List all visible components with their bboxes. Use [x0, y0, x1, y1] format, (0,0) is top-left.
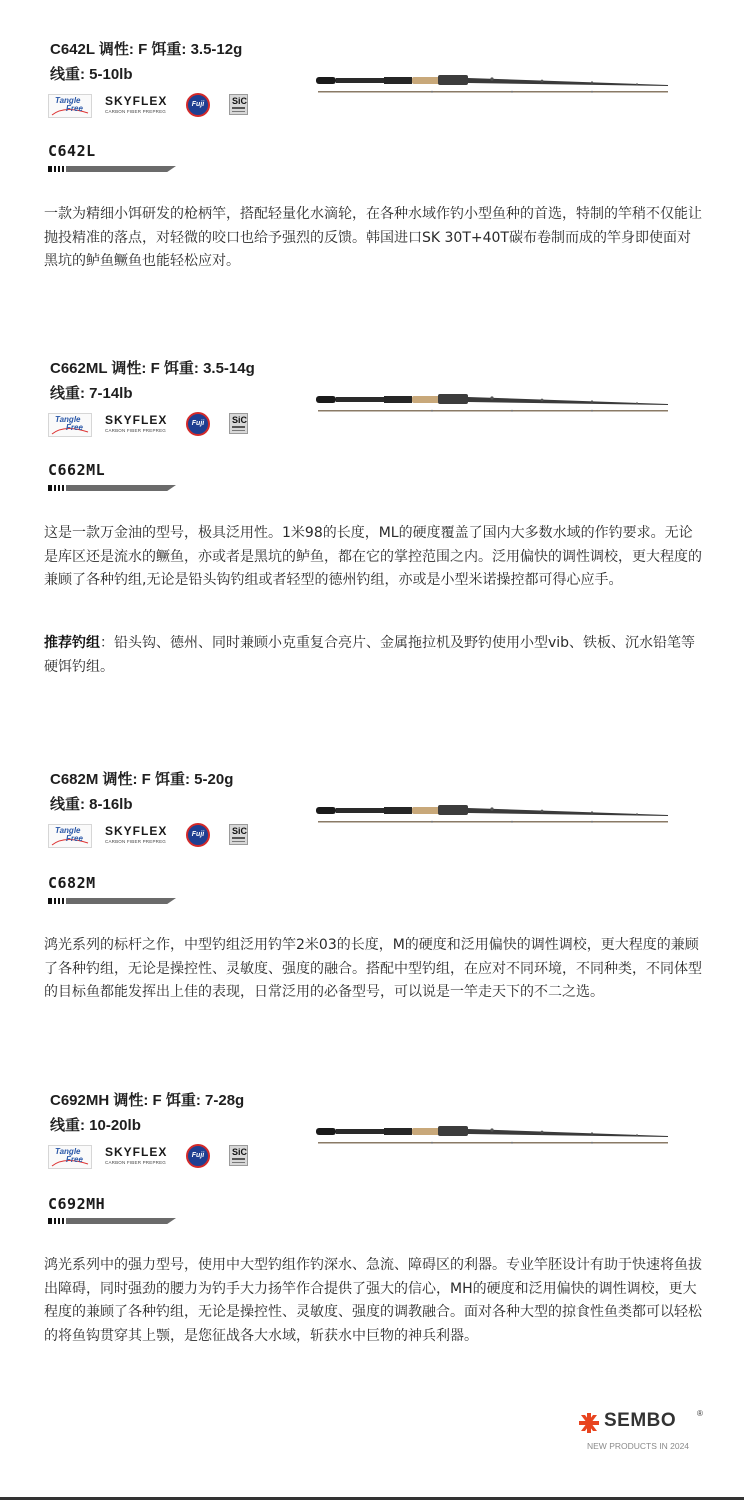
sic-logo: SiC	[229, 413, 248, 434]
product-line-weight: 线重: 10-20lb	[50, 1117, 141, 1134]
tech-badges	[48, 1144, 258, 1170]
registered-mark: ®	[697, 1409, 703, 1418]
fuji-logo: Fuji	[186, 412, 210, 436]
product-spec-line: C642L 调性: F 饵重: 3.5-12g	[50, 41, 243, 58]
rod-image	[312, 788, 674, 824]
brand-footer	[578, 1410, 708, 1455]
product-spec-line: C692MH 调性: F 饵重: 7-28g	[50, 1092, 245, 1109]
tech-badges	[48, 823, 258, 849]
skyflex-logo: SKYFLEX CARBON FIBER PREPREG	[105, 94, 168, 114]
rod-image	[312, 1109, 674, 1145]
fuji-logo: Fuji	[186, 823, 210, 847]
product-spec-line: C682M 调性: F 饵重: 5-20g	[50, 771, 234, 788]
product-description: 这是一款万金油的型号，极具泛用性。1米98的长度，ML的硬度覆盖了国内大多数水域的作钓要求。无论是库区还是流水的鳜鱼，亦或者是黑坑的鲈鱼，都在它的掌控范围之内。泛用偏快的调性调校，更大程度的兼顾了各种钓组,无论是铅头钩钓组或者轻型的德州钓组，亦或是小型米诺操控都可得心应手。	[44, 525, 702, 589]
model-underline-bar	[48, 1218, 176, 1224]
model-title: C642L	[48, 142, 96, 160]
skyflex-logo: SKYFLEX CARBON FIBER PREPREG	[105, 1145, 168, 1165]
model-title: C692MH	[48, 1195, 106, 1213]
product-description: 一款为精细小饵研发的枪柄竿，搭配轻量化水滴轮，在各种水域作钓小型鱼种的首选，特制的竿稍不仅能让抛投精准的落点，对轻微的咬口也给予强烈的反馈。韩国进口SK 30T+40T碳布卷制而成的竿身即使面对黑坑的鲈鱼鳜鱼也能轻松应对。	[44, 206, 702, 270]
model-underline-bar	[48, 898, 176, 904]
sic-logo: SiC	[229, 94, 248, 115]
skyflex-logo: SKYFLEX CARBON FIBER PREPREG	[105, 413, 168, 433]
rod-image	[312, 377, 674, 413]
brand-name: SEMBO	[604, 1410, 677, 1431]
fuji-logo: Fuji	[186, 1144, 210, 1168]
recommended-rigs-text: ：铅头钩、德州、同时兼顾小克重复合亮片、金属拖拉机及野钓使用小型vib、铁板、沉水铅笔等硬饵钓组。	[44, 635, 696, 675]
skyflex-logo: SKYFLEX CARBON FIBER PREPREG	[105, 824, 168, 844]
recommended-rigs	[44, 632, 704, 679]
product-line-weight: 线重: 8-16lb	[50, 796, 133, 813]
fuji-logo: Fuji	[186, 93, 210, 117]
model-underline-bar	[48, 485, 176, 491]
model-title: C662ML	[48, 461, 106, 479]
product-spec-line: C662ML 调性: F 饵重: 3.5-14g	[50, 360, 255, 377]
product-description: 鸿光系列中的强力型号，使用中大型钓组作钓深水、急流、障碍区的利器。专业竿胚设计有助于快速将鱼拔出障碍，同时强劲的腰力为钓手大力扬竿作合提供了强大的信心，MH的硬度和泛用偏快的调性调校，更大程度的兼顾了各种钓组，无论是操控性、灵敏度、强度的调教融合。面对各种大型的掠食性鱼类都可以轻松的将鱼钩贯穿其上颚，是您征战各大水域，斩获水中巨物的神兵利器。	[44, 1257, 702, 1344]
product-line-weight: 线重: 5-10lb	[50, 66, 133, 83]
sic-logo: SiC	[229, 824, 248, 845]
brand-tagline: NEW PRODUCTS IN 2024	[587, 1441, 690, 1451]
tech-badges	[48, 412, 258, 438]
sembo-logo-mark-icon	[578, 1412, 600, 1434]
tangle-free-logo: Tangle Free	[48, 94, 92, 118]
tangle-free-logo: Tangle Free	[48, 824, 92, 848]
tangle-free-logo: Tangle Free	[48, 1145, 92, 1169]
product-description: 鸿光系列的标杆之作，中型钓组泛用钓竿2米03的长度，M的硬度和泛用偏快的调性调校，更大程度的兼顾了各种钓组，无论是操控性、灵敏度、强度的融合。搭配中型钓组，在应对不同环境，不同种类，不同体型的目标鱼都能发挥出上佳的表现，日常泛用的必备型号，可以说是一竿走天下的不二之选。	[44, 937, 702, 1001]
sic-logo: SiC	[229, 1145, 248, 1166]
model-title: C682M	[48, 874, 96, 892]
product-line-weight: 线重: 7-14lb	[50, 385, 133, 402]
recommended-rigs-label: 推荐钓组	[44, 635, 100, 651]
tangle-free-logo: Tangle Free	[48, 413, 92, 437]
tech-badges	[48, 93, 258, 119]
model-underline-bar	[48, 166, 176, 172]
rod-image	[312, 58, 674, 94]
